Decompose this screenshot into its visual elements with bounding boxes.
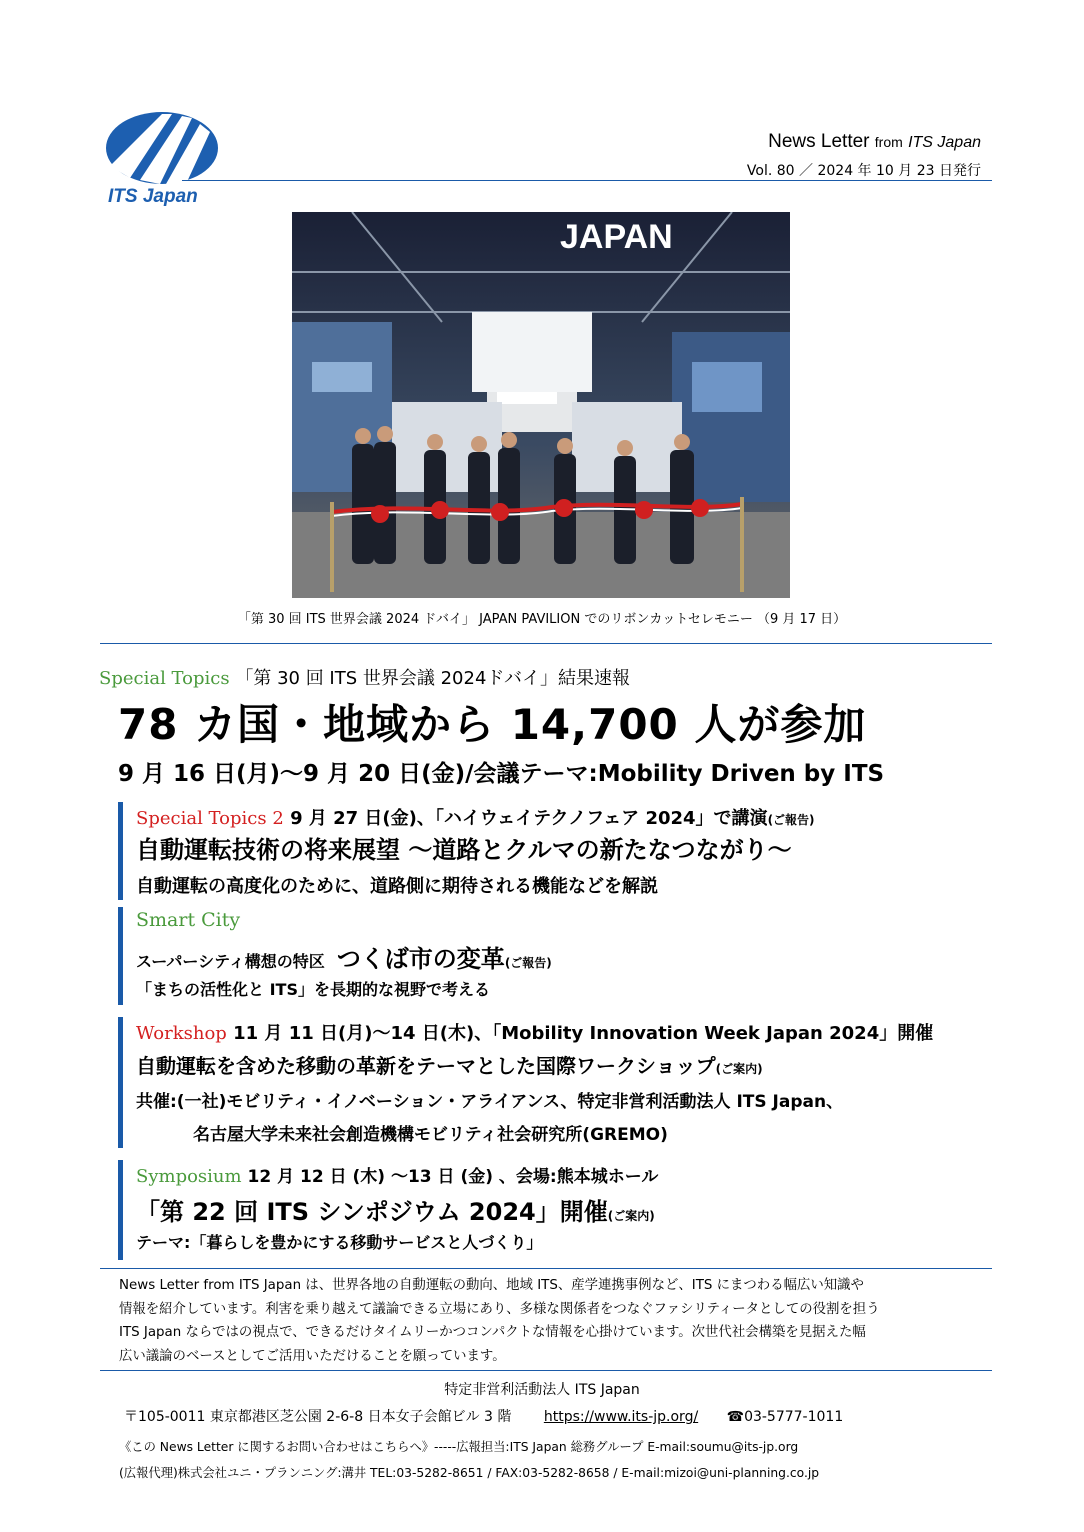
smart-city-title: つくば市の変革: [336, 945, 505, 973]
main-headline: 78 カ国・地域から 14,700 人が参加: [118, 700, 867, 749]
smart-city-note: (ご報告): [504, 956, 552, 970]
workshop-tag: Workshop: [136, 1023, 227, 1044]
symposium-title-line: [136, 1192, 655, 1227]
item-workshop: [118, 1017, 934, 1148]
workshop-host1: 共催:(一社)モビリティ・イノベーション・アライアンス、特定非営利活動法人 ITS Japan、: [136, 1092, 844, 1112]
organization-name: 特定非営利活動法人 ITS Japan: [444, 1382, 640, 1398]
volume-date: Vol. 80 ／ 2024 年 10 月 23 日発行: [746, 163, 981, 179]
newsletter-title: [768, 131, 981, 153]
symposium-theme: テーマ:「暮らしを豊かにする移動サービスと人づくり」: [136, 1233, 543, 1252]
smart-city-prefix: スーパーシティ構想の特区: [136, 952, 325, 971]
symposium-tag: Symposium: [136, 1166, 242, 1187]
postal-address: 〒105-0011 東京都港区芝公園 2-6-8 日本女子会館ビル 3 階: [124, 1409, 512, 1425]
blurb-line: 情報を紹介しています。利害を乗り越えて議論できる立場にあり、多様な関係者をつなぐファシリティータとしての役割を担う: [119, 1301, 880, 1317]
photo-caption: 「第 30 回 ITS 世界会議 2024 ドバイ」 JAPAN PAVILION でのリボンカットセレモニー （9 月 17 日）: [237, 612, 847, 627]
smart-city-tag: Smart City: [136, 909, 241, 931]
from-label: from: [874, 134, 903, 150]
blurb-line: ITS Japan ならではの視点で、できるだけタイムリーかつコンパクトな情報を心掛けています。次世代社会構築を見据えた幅: [119, 1325, 866, 1340]
st2-tag: Special Topics 2: [136, 808, 284, 829]
blurb-line: 広い議論のベースとしてご活用いただけることを願っています。: [119, 1348, 506, 1364]
address-line: [124, 1406, 843, 1426]
phone-number: ☎03-5777-1011: [726, 1409, 844, 1425]
special-topics-tag: Special Topics: [99, 668, 230, 689]
main-subhead: 9 月 16 日(月)～9 月 20 日(金)/会議テーマ:Mobility Driven by ITS: [118, 761, 885, 787]
logo-text: ITS Japan: [108, 186, 198, 207]
ribbon-cutting-photo: [292, 212, 790, 598]
symposium-title: 「第 22 回 ITS シンポジウム 2024」開催: [136, 1198, 608, 1226]
smart-city-desc: 「まちの活性化と ITS」を長期的な視野で考える: [136, 980, 490, 999]
smart-city-title-line: [136, 939, 552, 974]
workshop-note: (ご案内): [715, 1062, 763, 1076]
st2-line1: [136, 804, 815, 830]
symposium-line1: [136, 1162, 658, 1187]
special-topics-line: [99, 664, 630, 690]
workshop-host2: 名古屋大学未来社会創造機構モビリティ社会研究所(GREMO): [193, 1125, 668, 1145]
workshop-title: 自動運転を含めた移動の革新をテーマとした国際ワークショップ: [136, 1054, 716, 1078]
blurb-line: News Letter from ITS Japan は、世界各地の自動運転の動向、地域 ITS、産学連携事例など、ITS にまつわる幅広い知識や: [119, 1278, 864, 1293]
blurb-bottom-divider: [100, 1370, 992, 1371]
blurb-top-divider: [100, 1268, 992, 1269]
header-divider: [182, 180, 992, 181]
st2-note: (ご報告): [767, 813, 815, 827]
st2-title: 自動運転技術の将来展望 ～道路とクルマの新たなつながり～: [136, 836, 792, 864]
st2-date: 9 月 27 日(金)、「ハイウェイテクノフェア 2024」で講演: [290, 808, 768, 829]
item-symposium: [118, 1160, 659, 1260]
symposium-date: 12 月 12 日 (木) ～13 日 (金) 、会場:熊本城ホール: [247, 1167, 659, 1187]
caption-divider: [100, 643, 992, 644]
st2-desc: 自動運転の高度化のために、道路側に期待される機能などを解説: [136, 876, 658, 897]
workshop-title-line: [136, 1050, 763, 1079]
workshop-date: 11 月 11 日(月)～14 日(木)、「Mobility Innovation Week Japan 2024」開催: [233, 1023, 934, 1044]
item-special-topics-2: [118, 802, 815, 900]
newsletter-label: News Letter: [768, 131, 870, 152]
symposium-note: (ご案内): [607, 1209, 655, 1223]
japan-banner: JAPAN: [560, 218, 673, 256]
workshop-line1: [136, 1019, 933, 1045]
its-japan-label: ITS Japan: [908, 134, 981, 151]
contact-agency: (広報代理)株式会社ユニ・プランニング:溝井 TEL:03-5282-8651 / FAX:03-5282-8658 / E-mail:mizoi@uni-planning.co.jp: [119, 1466, 820, 1480]
special-topics-title: 「第 30 回 ITS 世界会議 2024ドバイ」結果速報: [235, 668, 631, 689]
newsletter-description: [119, 1274, 979, 1368]
website-link[interactable]: https://www.its-jp.org/: [543, 1409, 699, 1425]
its-japan-logo: [100, 108, 220, 208]
contact-pr: 《この News Letter に関するお問い合わせはこちらへ》-----広報担当:ITS Japan 総務グループ E-mail:soumu@its-jp.org: [119, 1440, 799, 1454]
item-smart-city: [118, 907, 552, 1005]
